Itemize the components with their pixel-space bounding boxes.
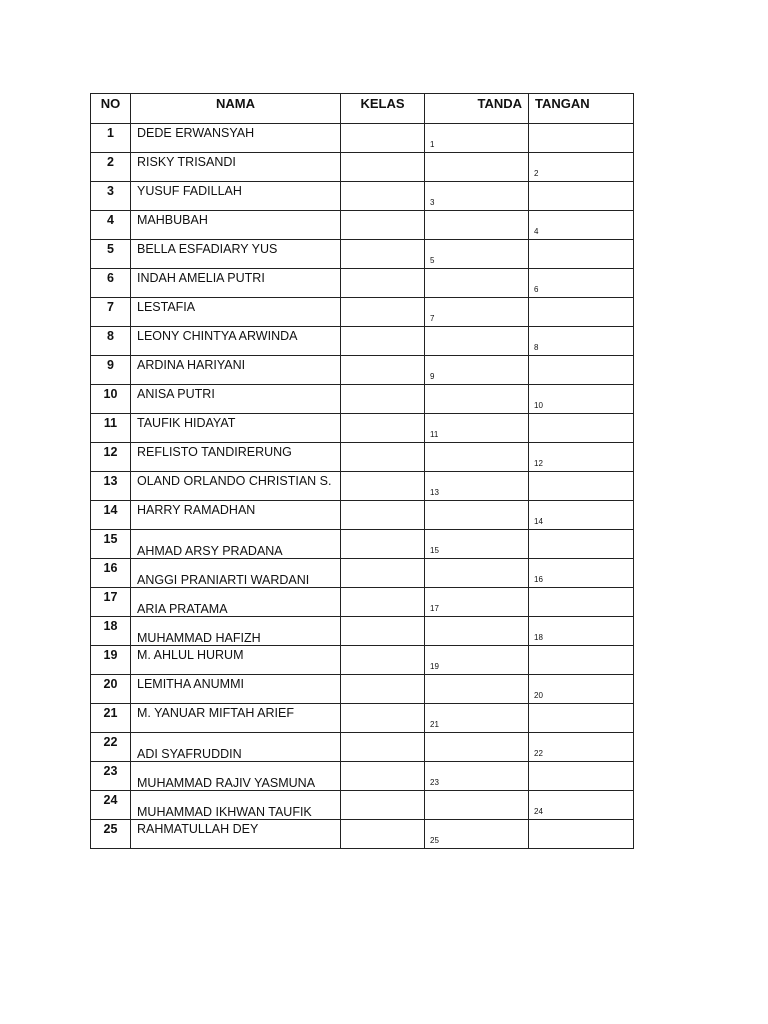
student-name: YUSUF FADILLAH [137,184,242,198]
row-number: 16 [103,561,118,575]
signature-cell-right [529,762,634,791]
student-name: HARRY RAMADHAN [137,503,256,517]
table-row [91,472,634,501]
no-cell [91,385,131,414]
signature-cell-right [529,385,634,414]
signature-number: 11 [430,430,439,439]
row-number: 13 [103,474,118,488]
nama-cell [131,443,341,472]
table-row [91,704,634,733]
header-tanda-label: TANDA [477,96,522,111]
table-row [91,675,634,704]
row-number: 24 [103,793,118,807]
nama-cell [131,327,341,356]
header-no [91,94,131,124]
nama-cell [131,646,341,675]
signature-cell-left [425,617,529,646]
kelas-cell [341,211,425,240]
signature-cell-left [425,124,529,153]
table-row [91,356,634,385]
row-number: 2 [107,155,114,169]
signature-cell-right [529,559,634,588]
signature-cell-left [425,327,529,356]
student-name: DEDE ERWANSYAH [137,126,255,140]
signature-cell-right [529,356,634,385]
row-number: 7 [107,300,114,314]
header-nama [131,94,341,124]
table-row [91,211,634,240]
nama-cell [131,182,341,211]
signature-cell-right [529,588,634,617]
kelas-cell [341,240,425,269]
no-cell [91,443,131,472]
row-number: 14 [103,503,118,517]
signature-cell-left [425,356,529,385]
student-name: INDAH AMELIA PUTRI [137,271,265,285]
signature-cell-right [529,617,634,646]
table-row [91,733,634,762]
student-name: RAHMATULLAH DEY [137,822,259,836]
signature-cell-right [529,443,634,472]
table-row [91,443,634,472]
no-cell [91,182,131,211]
attendance-table [90,93,634,849]
signature-number: 7 [430,314,435,323]
signature-cell-left [425,762,529,791]
kelas-cell [341,762,425,791]
row-number: 17 [103,590,118,604]
signature-number: 21 [430,720,439,729]
no-cell [91,269,131,298]
signature-cell-left [425,733,529,762]
no-cell [91,472,131,501]
signature-number: 25 [430,836,439,845]
no-cell [91,530,131,559]
header-nama-label: NAMA [216,96,255,111]
signature-cell-left [425,588,529,617]
student-name: ARDINA HARIYANI [137,358,246,372]
no-cell [91,588,131,617]
signature-cell-right [529,646,634,675]
table-row [91,414,634,443]
signature-cell-left [425,501,529,530]
kelas-cell [341,298,425,327]
signature-cell-right [529,704,634,733]
nama-cell [131,820,341,849]
student-name: MAHBUBAH [137,213,208,227]
signature-number: 18 [534,633,543,642]
nama-cell [131,762,341,791]
student-name: MUHAMMAD IKHWAN TAUFIK [137,805,312,819]
student-name: ARIA PRATAMA [137,602,228,616]
signature-cell-left [425,704,529,733]
header-row [91,94,634,124]
no-cell [91,762,131,791]
nama-cell [131,356,341,385]
table-row [91,501,634,530]
row-number: 5 [107,242,114,256]
nama-cell [131,298,341,327]
row-number: 8 [107,329,114,343]
kelas-cell [341,646,425,675]
signature-number: 24 [534,807,543,816]
no-cell [91,211,131,240]
kelas-cell [341,675,425,704]
student-name: BELLA ESFADIARY YUS [137,242,278,256]
student-name: ADI SYAFRUDDIN [137,747,242,761]
table-row [91,182,634,211]
signature-cell-right [529,530,634,559]
row-number: 11 [103,416,118,430]
no-cell [91,646,131,675]
signature-number: 22 [534,749,543,758]
signature-number: 23 [430,778,439,787]
nama-cell [131,501,341,530]
kelas-cell [341,559,425,588]
signature-cell-left [425,153,529,182]
table-row [91,820,634,849]
kelas-cell [341,733,425,762]
no-cell [91,675,131,704]
signature-number: 20 [534,691,543,700]
student-name: M. AHLUL HURUM [137,648,244,662]
header-tangan-label: TANGAN [535,96,590,111]
signature-cell-left [425,443,529,472]
nama-cell [131,704,341,733]
signature-cell-left [425,530,529,559]
signature-number: 6 [534,285,539,294]
table-row [91,791,634,820]
nama-cell [131,124,341,153]
header-tangan [529,94,634,124]
nama-cell [131,269,341,298]
signature-cell-right [529,269,634,298]
signature-cell-right [529,182,634,211]
kelas-cell [341,530,425,559]
signature-cell-left [425,414,529,443]
header-kelas-label: KELAS [360,96,405,111]
kelas-cell [341,124,425,153]
row-number: 19 [103,648,118,662]
student-name: MUHAMMAD HAFIZH [137,631,261,645]
student-name: M. YANUAR MIFTAH ARIEF [137,706,294,720]
no-cell [91,327,131,356]
row-number: 21 [103,706,118,720]
nama-cell [131,153,341,182]
signature-cell-left [425,182,529,211]
signature-number: 1 [430,140,435,149]
kelas-cell [341,385,425,414]
signature-cell-left [425,211,529,240]
signature-cell-right [529,675,634,704]
nama-cell [131,240,341,269]
row-number: 23 [103,764,118,778]
signature-number: 5 [430,256,435,265]
table-row [91,327,634,356]
kelas-cell [341,153,425,182]
kelas-cell [341,617,425,646]
no-cell [91,153,131,182]
no-cell [91,356,131,385]
kelas-cell [341,414,425,443]
signature-cell-left [425,269,529,298]
row-number: 12 [103,445,118,459]
no-cell [91,820,131,849]
signature-cell-right [529,791,634,820]
row-number: 25 [103,822,118,836]
signature-cell-left [425,240,529,269]
kelas-cell [341,588,425,617]
student-name: ANISA PUTRI [137,387,215,401]
signature-cell-right [529,298,634,327]
student-name: ANGGI PRANIARTI WARDANI [137,573,310,587]
student-name: OLAND ORLANDO CHRISTIAN S. [137,474,332,488]
table-row [91,530,634,559]
row-number: 15 [103,532,118,546]
table-row [91,646,634,675]
kelas-cell [341,820,425,849]
signature-cell-right [529,240,634,269]
signature-number: 17 [430,604,439,613]
signature-cell-left [425,791,529,820]
kelas-cell [341,501,425,530]
signature-cell-right [529,327,634,356]
signature-cell-right [529,211,634,240]
signature-number: 16 [534,575,543,584]
signature-cell-left [425,385,529,414]
row-number: 18 [103,619,118,633]
signature-cell-left [425,298,529,327]
student-name: RISKY TRISANDI [137,155,236,169]
kelas-cell [341,182,425,211]
kelas-cell [341,327,425,356]
kelas-cell [341,443,425,472]
table-row [91,559,634,588]
signature-cell-left [425,820,529,849]
table-row [91,588,634,617]
signature-cell-right [529,414,634,443]
no-cell [91,240,131,269]
table-row [91,385,634,414]
signature-number: 14 [534,517,543,526]
header-kelas [341,94,425,124]
nama-cell [131,791,341,820]
nama-cell [131,211,341,240]
no-cell [91,617,131,646]
kelas-cell [341,704,425,733]
student-name: AHMAD ARSY PRADANA [137,544,283,558]
no-cell [91,559,131,588]
no-cell [91,704,131,733]
student-name: LEMITHA ANUMMI [137,677,244,691]
signature-number: 3 [430,198,435,207]
nama-cell [131,588,341,617]
table-row [91,298,634,327]
signature-number: 9 [430,372,435,381]
row-number: 6 [107,271,114,285]
signature-cell-left [425,472,529,501]
signature-cell-left [425,559,529,588]
signature-cell-right [529,472,634,501]
signature-cell-right [529,820,634,849]
row-number: 3 [107,184,114,198]
nama-cell [131,530,341,559]
student-name: LEONY CHINTYA ARWINDA [137,329,298,343]
no-cell [91,501,131,530]
kelas-cell [341,356,425,385]
table-row [91,153,634,182]
nama-cell [131,414,341,443]
student-name: REFLISTO TANDIRERUNG [137,445,292,459]
no-cell [91,791,131,820]
no-cell [91,298,131,327]
table-body [91,124,634,849]
row-number: 1 [107,126,114,140]
signature-number: 13 [430,488,439,497]
kelas-cell [341,791,425,820]
signature-number: 4 [534,227,539,236]
row-number: 20 [103,677,118,691]
signature-cell-left [425,646,529,675]
nama-cell [131,559,341,588]
table-row [91,240,634,269]
nama-cell [131,733,341,762]
signature-cell-right [529,733,634,762]
table-row [91,269,634,298]
signature-number: 2 [534,169,539,178]
kelas-cell [341,269,425,298]
signature-cell-right [529,501,634,530]
no-cell [91,124,131,153]
signature-number: 10 [534,401,543,410]
row-number: 22 [103,735,118,749]
kelas-cell [341,472,425,501]
nama-cell [131,385,341,414]
row-number: 9 [107,358,114,372]
student-name: MUHAMMAD RAJIV YASMUNA [137,776,316,790]
signature-number: 19 [430,662,439,671]
header-no-label: NO [100,96,121,111]
header-tanda [425,94,529,124]
signature-number: 15 [430,546,439,555]
no-cell [91,414,131,443]
no-cell [91,733,131,762]
student-name: TAUFIK HIDAYAT [137,416,236,430]
nama-cell [131,472,341,501]
table-row [91,124,634,153]
signature-cell-left [425,675,529,704]
signature-cell-right [529,153,634,182]
nama-cell [131,617,341,646]
nama-cell [131,675,341,704]
table-row [91,617,634,646]
signature-number: 12 [534,459,543,468]
table-row [91,762,634,791]
signature-cell-right [529,124,634,153]
row-number: 10 [103,387,118,401]
row-number: 4 [107,213,114,227]
signature-number: 8 [534,343,539,352]
student-name: LESTAFIA [137,300,196,314]
